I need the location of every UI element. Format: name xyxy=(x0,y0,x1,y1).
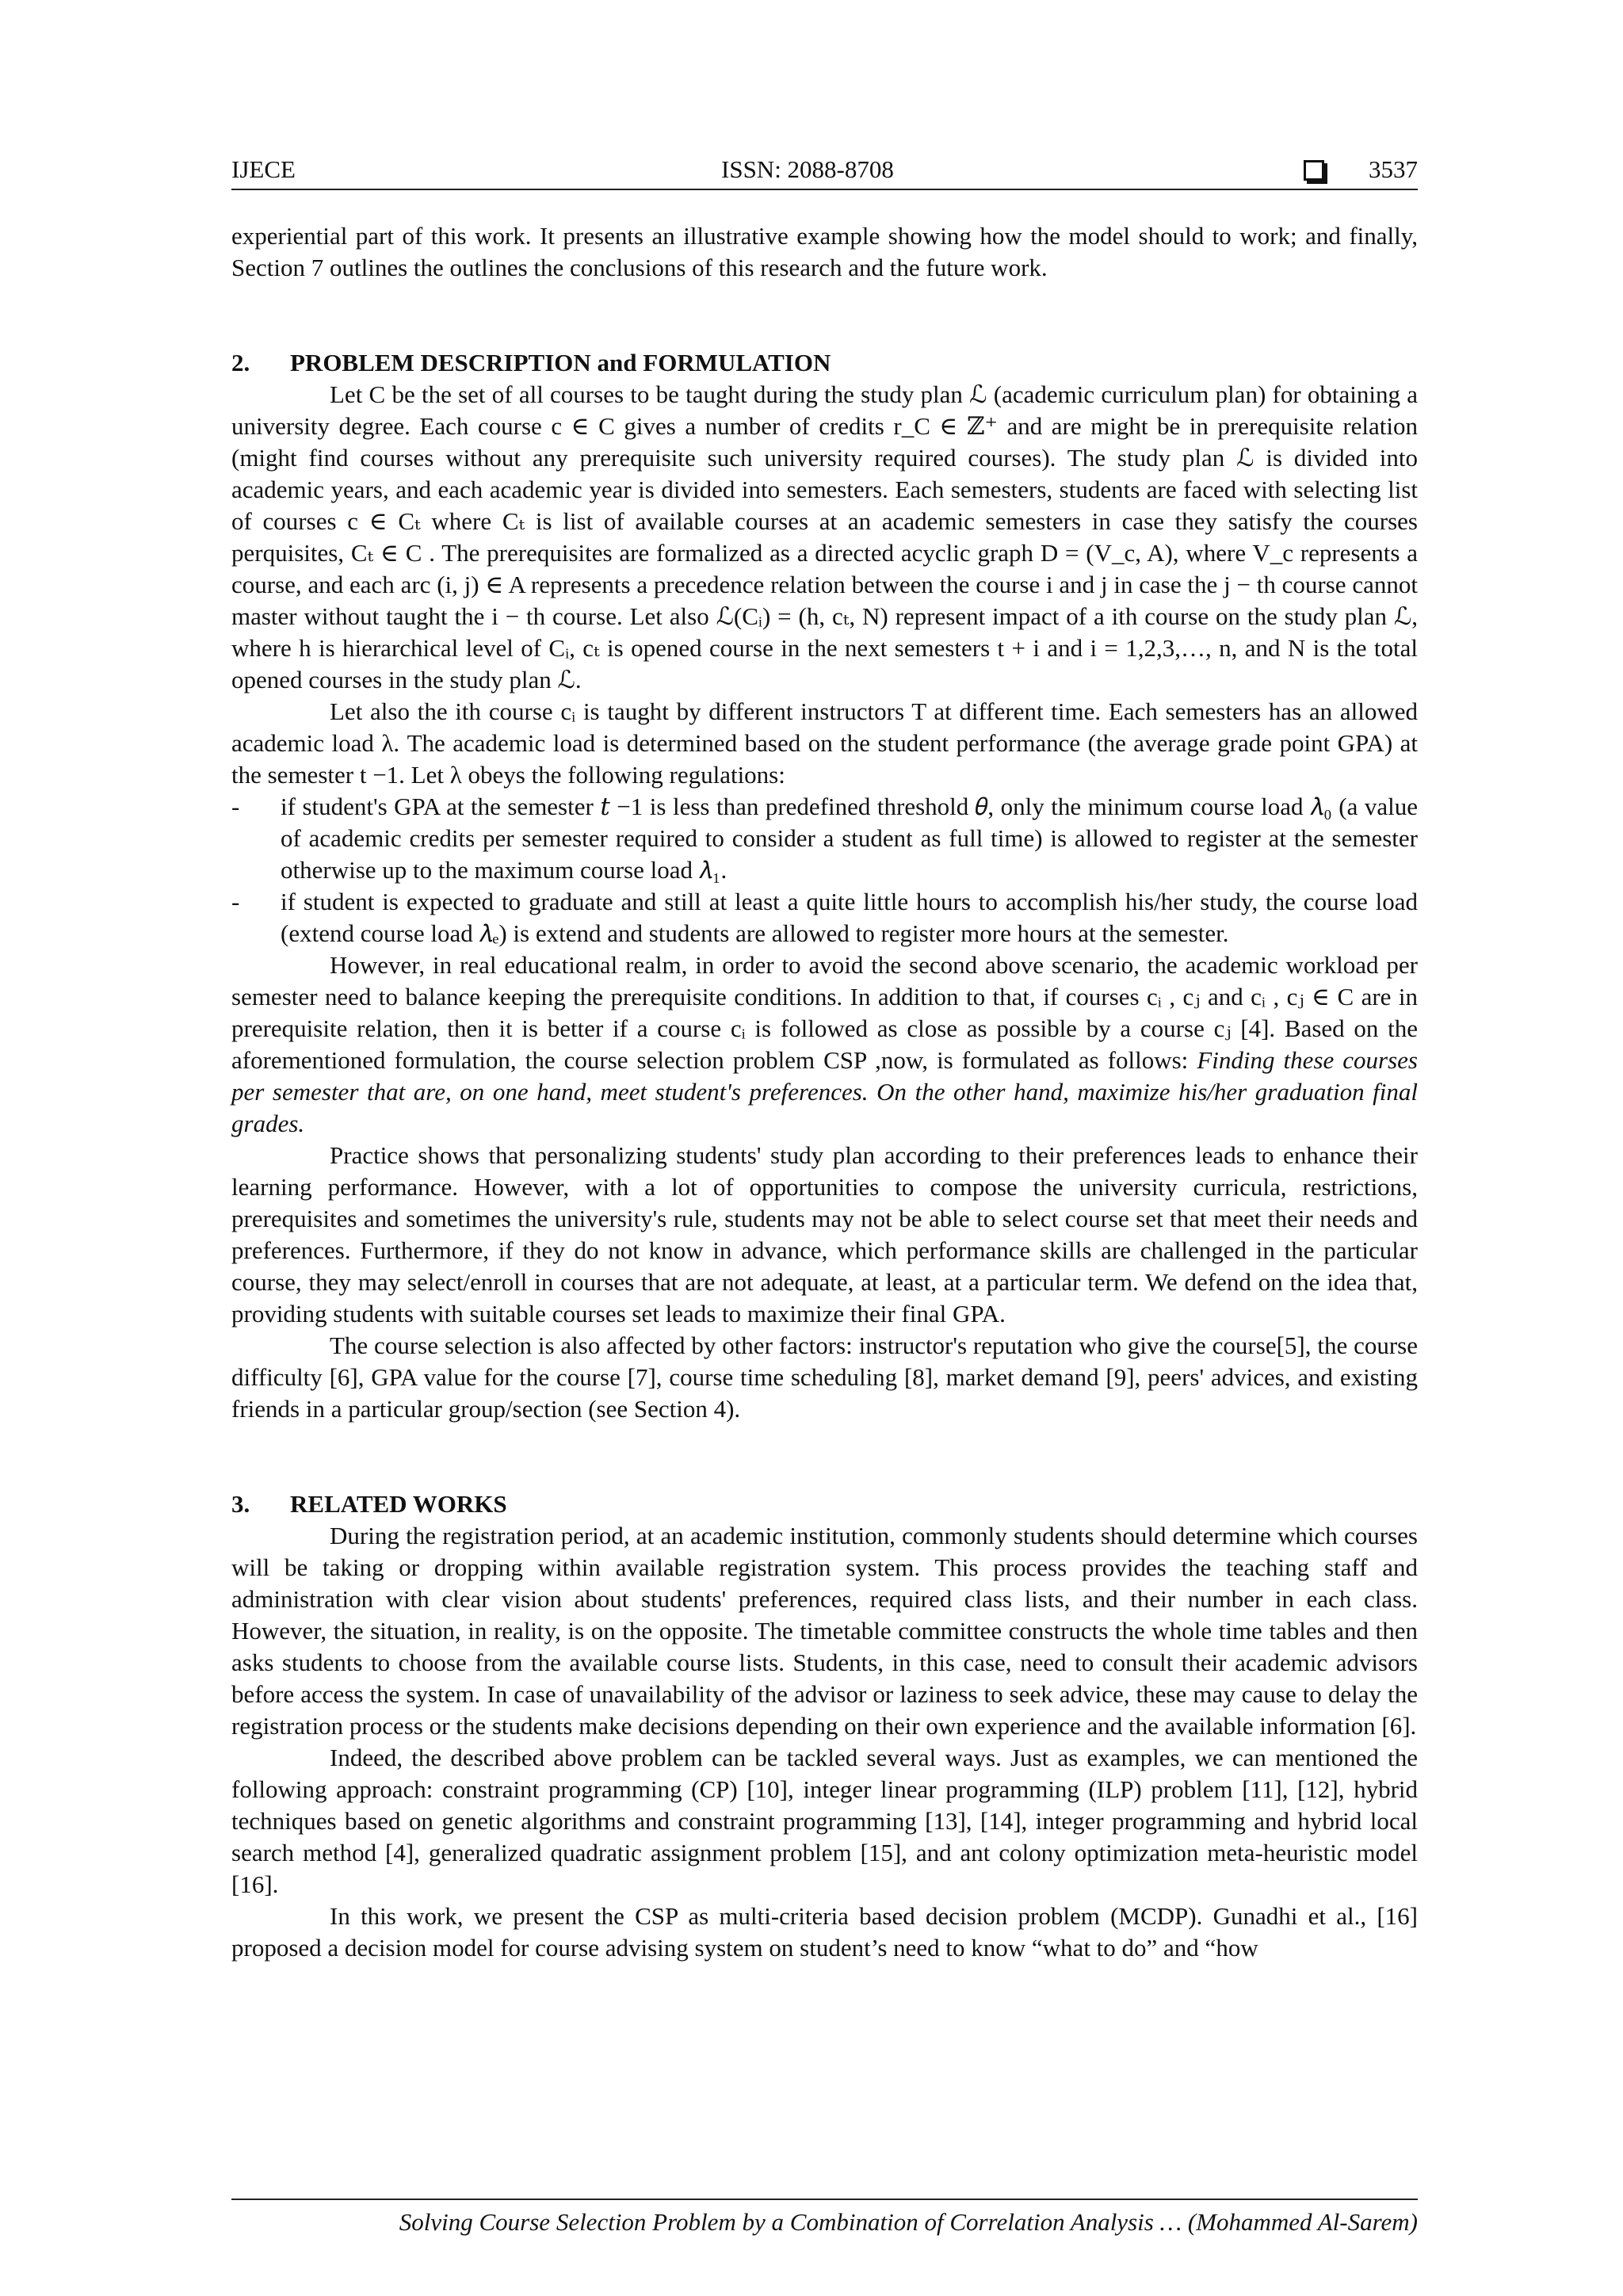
bullet-2-text: if student is expected to graduate and still at least a quite little hours to accomplish his/her study, the course load (extend course load 𝜆ₑ) is extend and students are allowed to register more hours at the semester. xyxy=(281,888,1418,947)
intro-tail-paragraph: experiential part of this work. It presents an illustrative example showing how the model should to work; and finally, Section 7 outlines the outlines the conclusions of this research and the future work. xyxy=(231,222,1418,281)
problem-statement-italic: Finding these courses per semester that are, on one hand, meet student's preferences. On the other hand, maximize his/her graduation final grades. xyxy=(231,1046,1419,1137)
bullet-dash: - xyxy=(231,888,240,915)
box-icon xyxy=(1304,160,1324,181)
page-number: 3537 xyxy=(1369,155,1418,183)
section-2-number: 2. xyxy=(231,349,250,376)
bullet-item-1 xyxy=(231,791,1418,886)
bullet-dash: - xyxy=(231,793,240,820)
section-3-paragraph-1: During the registration period, at an academic institution, commonly students should determine which courses will be taking or dropping within available registration system. This process provides the teaching staff and administration with clear vision about students' preferences, required class lists, and their number in each class. However, the situation, in reality, is on the opposite. The timetable committee constructs the whole time tables and then asks students to choose from the available course lists. Students, in this case, need to consult their academic advisors before access the system. In case of unavailability of the advisor or laziness to seek advice, these may cause to delay the registration process or the students make decisions depending on their own experience and the available information [6]. xyxy=(231,1522,1418,1740)
article-body xyxy=(231,220,1418,1964)
section-3-number: 3. xyxy=(231,1490,250,1518)
page-number-group xyxy=(1304,151,1418,189)
section-2-paragraph-2: Let also the ith course cᵢ is taught by different instructors T at different time. Each semesters has an allowed academic load λ. The academic load is determined based on the student performance (the average grade point GPA) at the semester t −1. Let λ obeys the following regulations: xyxy=(231,697,1418,789)
paragraph-3-text: However, in real educational realm, in order to avoid the second above scenario, the academic workload per semester need to balance keeping the prerequisite conditions. In addition to that, if courses cᵢ , cⱼ and cᵢ , cⱼ ∈ C are in prerequisite relation, then it is better if a course cᵢ is followed as close as possible by a course cⱼ [4]. Based on the aforementioned formulation, the course selection problem CSP ,now, is formulated as follows: xyxy=(231,951,1418,1074)
section-gap xyxy=(231,284,1418,347)
running-footer: Solving Course Selection Problem by a Combination of Correlation Analysis … (Mohammed Al-Sarem) xyxy=(399,2208,1418,2236)
bullet-item-2 xyxy=(231,886,1418,949)
section-3-paragraph-2: Indeed, the described above problem can be tackled several ways. Just as examples, we can mentioned the following approach: constraint programming (CP) [10], integer linear programming (ILP) problem [11], [12], hybrid techniques based on genetic algorithms and constraint programming [13], [14], integer programming and hybrid local search method [4], generalized quadratic assignment problem [15], and ant colony optimization meta-heuristic model [16]. xyxy=(231,1744,1418,1898)
section-3-heading xyxy=(231,1488,1418,1520)
issn: ISSN: 2088-8708 xyxy=(721,155,894,183)
page-header xyxy=(231,151,1418,189)
journal-name: IJECE xyxy=(231,155,296,183)
section-3-title: RELATED WORKS xyxy=(290,1490,507,1518)
section-2-title: PROBLEM DESCRIPTION and FORMULATION xyxy=(290,349,831,376)
section-2-paragraph-5: The course selection is also affected by other factors: instructor's reputation who give the course[5], the course difficulty [6], GPA value for the course [7], course time scheduling [8], market demand [9], peers' advices, and existing friends in a particular group/section (see Section 4). xyxy=(231,1331,1418,1423)
bullet-1-text: if student's GPA at the semester 𝑡 −1 is less than predefined threshold 𝜃, only the minimum course load 𝜆₀ (a value of academic credits per semester required to consider a student as full time) is allowed to register at the semester otherwise up to the maximum course load 𝜆₁. xyxy=(281,793,1418,884)
section-2-paragraph-4: Practice shows that personalizing students' study plan according to their preferences leads to enhance their learning performance. However, with a lot of opportunities to compose the university curricula, restrictions, prerequisites and sometimes the university's rule, students may not be able to select course set that meet their needs and preferences. Furthermore, if they do not know in advance, which performance skills are challenged in the particular course, they may select/enroll in courses that are not adequate, at least, at a particular term. We defend on the idea that, providing students with suitable courses set leads to maximize their final GPA. xyxy=(231,1141,1418,1328)
section-2-paragraph-3 xyxy=(231,949,1418,1140)
footer-rule xyxy=(231,2199,1418,2200)
header-rule xyxy=(231,189,1418,190)
section-gap xyxy=(231,1425,1418,1488)
section-2-heading xyxy=(231,347,1418,379)
section-2-paragraph-1: Let C be the set of all courses to be taught during the study plan ℒ (academic curriculum plan) for obtaining a university degree. Each course c ∈ C gives a number of credits r_C ∈ ℤ⁺ and are might be in prerequisite relation (might find courses without any prerequisite such university required courses). The study plan ℒ is divided into academic years, and each academic year is divided into semesters. Each semesters, students are faced with selecting list of courses c ∈ Cₜ where Cₜ is list of available courses at an academic semesters in case they satisfy the courses perquisites, Cₜ ∈ C . The prerequisites are formalized as a directed acyclic graph D = (V_c, A), where V_c represents a course, and each arc (i, j) ∈ A represents a precedence relation between the course i and j in case the j − th course cannot master without taught the i − th course. Let also ℒ(Cᵢ) = (h, cₜ, N) represent impact of a ith course on the study plan ℒ, where h is hierarchical level of Cᵢ, cₜ is opened course in the next semesters t + i and i = 1,2,3,…, n, and N is the total opened courses in the study plan ℒ. xyxy=(231,380,1418,693)
section-3-paragraph-3: In this work, we present the CSP as multi-criteria based decision problem (MCDP). Gunadhi et al., [16] proposed a decision model for course advising system on student’s need to know “what to do” and “how xyxy=(231,1902,1418,1962)
